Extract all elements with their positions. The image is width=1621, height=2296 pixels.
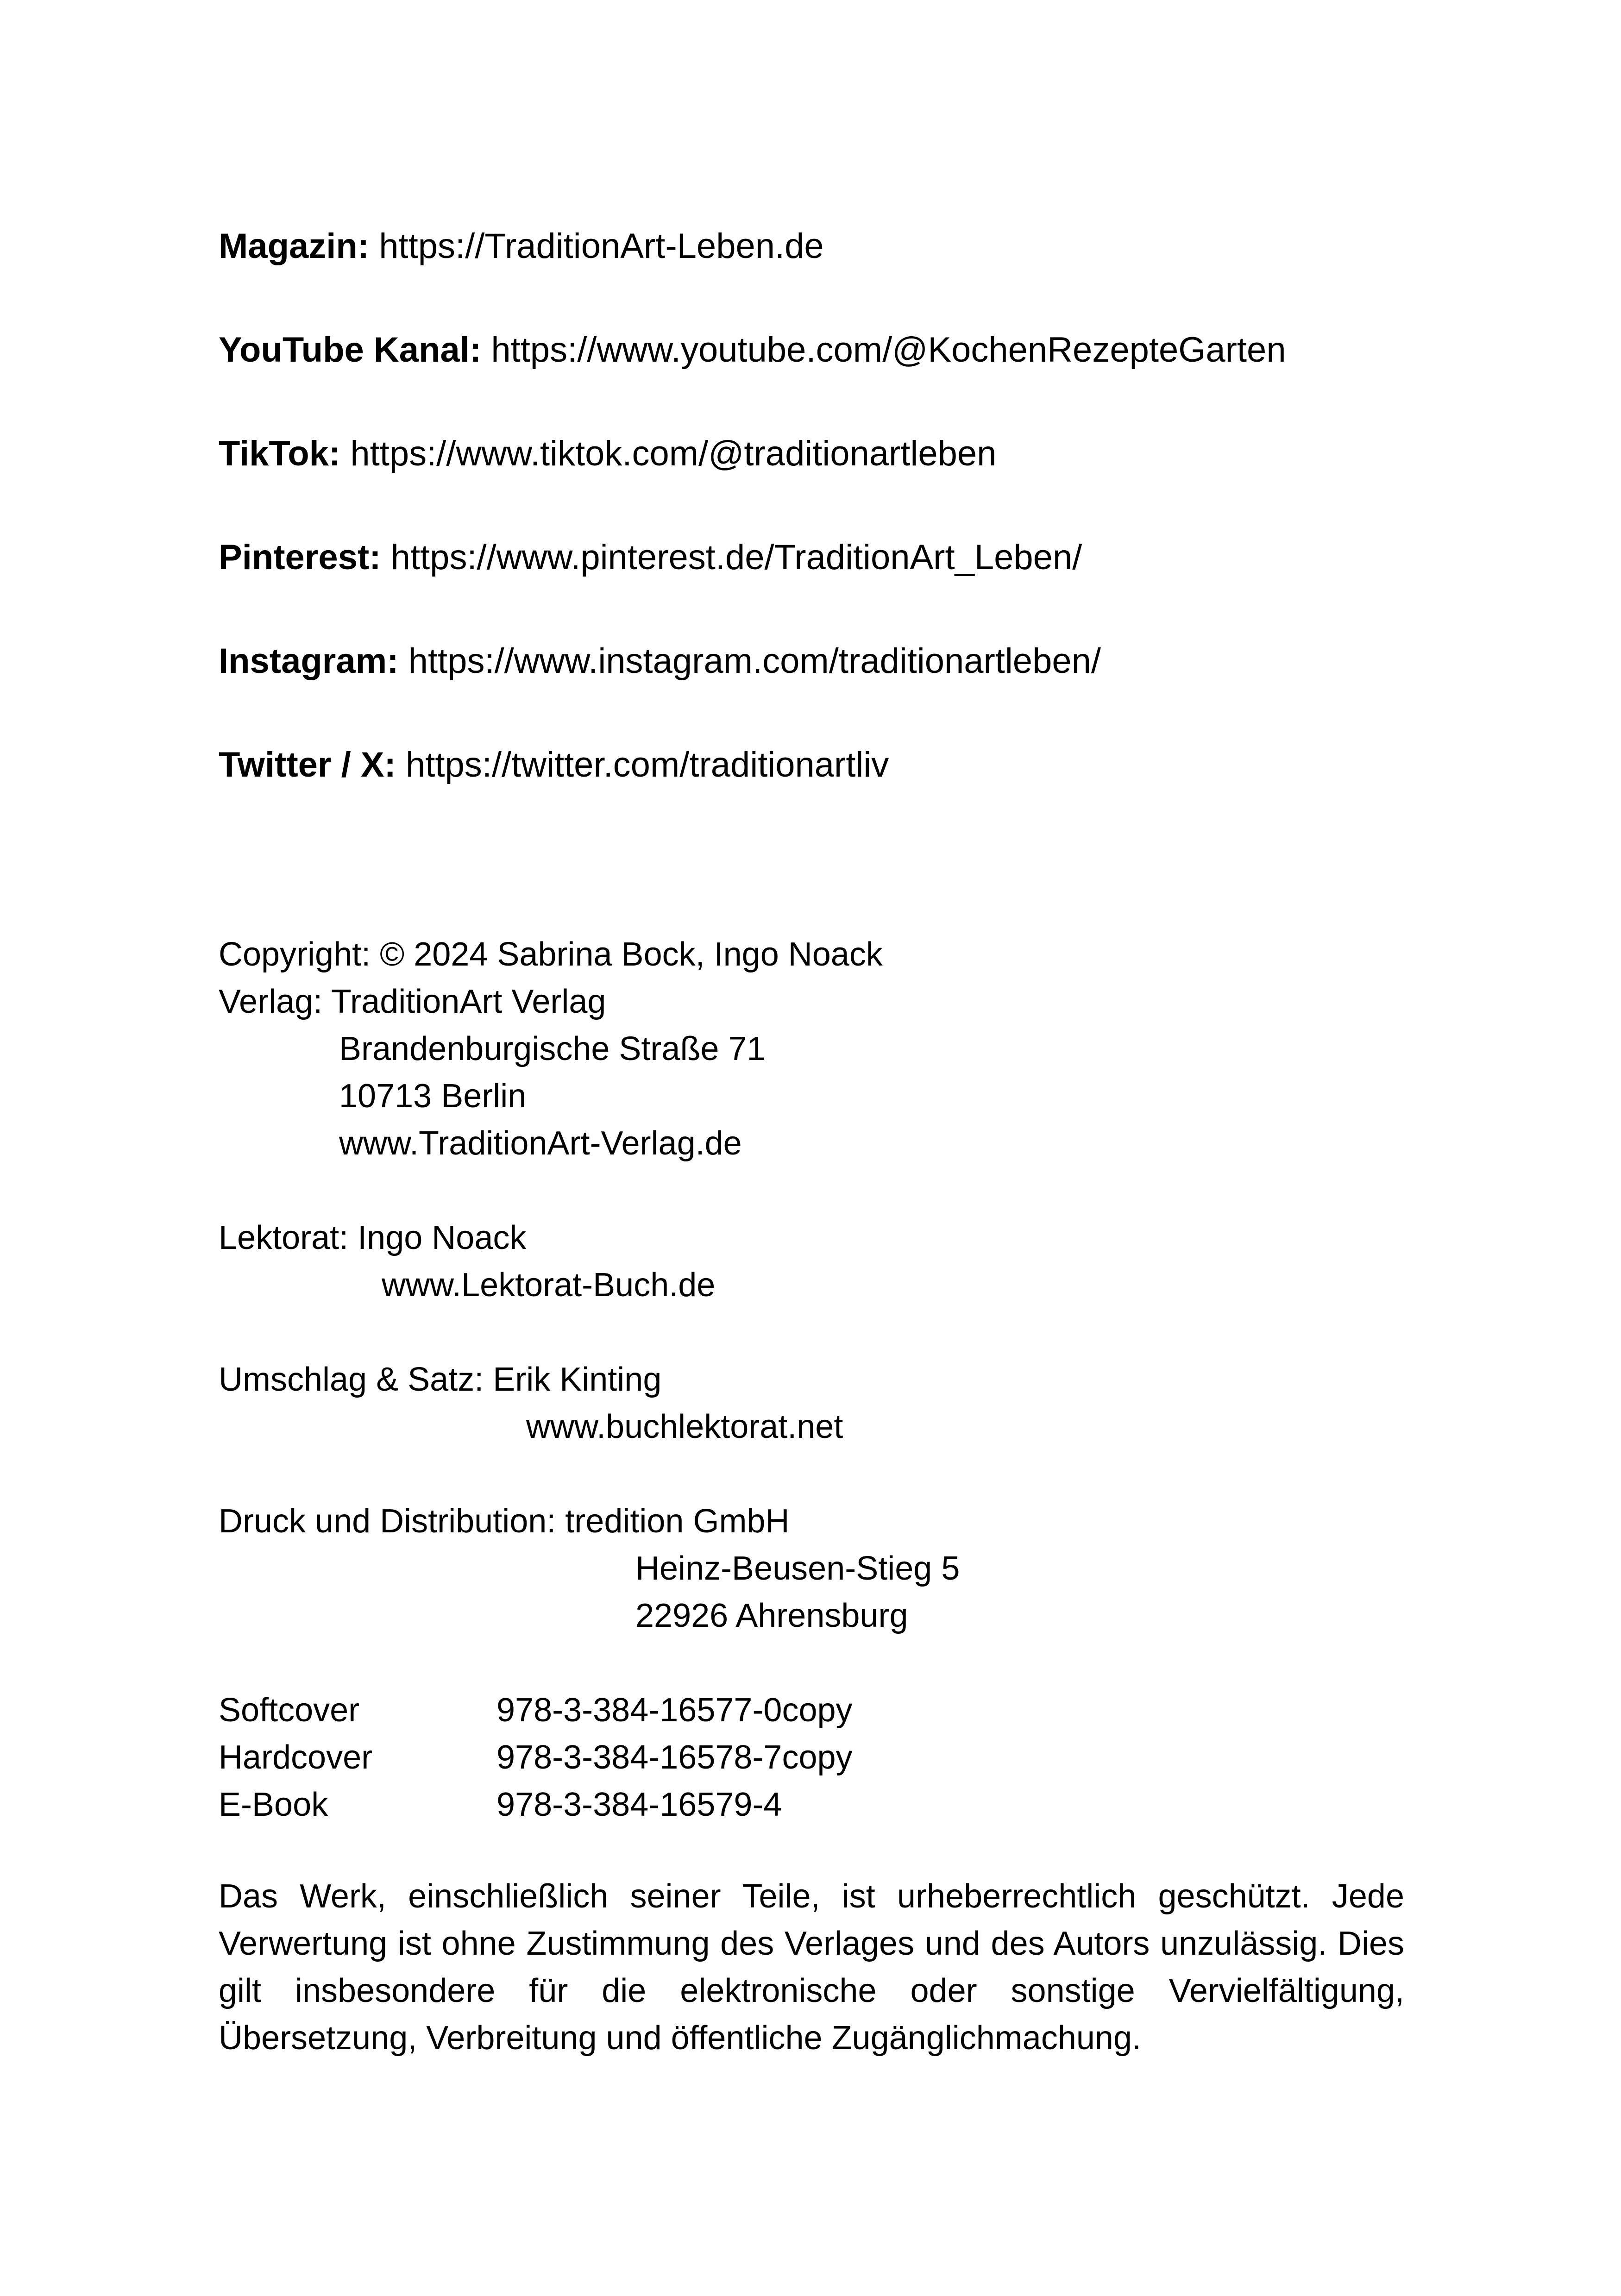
publisher-street: Brandenburgische Straße 71 [339, 1030, 766, 1067]
link-instagram [219, 638, 1101, 684]
cover-web-line [219, 1403, 883, 1450]
cover-line [219, 1356, 883, 1403]
link-url[interactable]: https://twitter.com/traditionartliv [405, 745, 889, 784]
isbn-format: Softcover [219, 1692, 360, 1729]
print-city: 22926 Ahrensburg [635, 1597, 908, 1634]
editing-line [219, 1214, 883, 1261]
link-url[interactable]: https://TraditionArt-Leben.de [379, 226, 824, 266]
spacer [219, 1450, 883, 1498]
link-label: TikTok: [219, 434, 341, 473]
editing-web[interactable]: www.Lektorat-Buch.de [382, 1267, 716, 1304]
link-twitter [219, 742, 889, 788]
link-label: Twitter / X: [219, 745, 396, 784]
publisher-city: 10713 Berlin [339, 1078, 527, 1115]
publisher-text: Verlag: TraditionArt Verlag [219, 983, 606, 1020]
spacer [219, 1309, 883, 1356]
publisher-street-line [219, 1025, 883, 1073]
print-line [219, 1498, 883, 1545]
link-magazin [219, 223, 824, 270]
link-tiktok [219, 431, 996, 477]
copyright-line [219, 931, 883, 978]
publisher-web-line [219, 1120, 883, 1167]
link-label: YouTube Kanal: [219, 330, 482, 370]
isbn-number: 978-3-384-16577-0copy [496, 1692, 853, 1729]
link-url[interactable]: https://www.instagram.com/traditionartleben/ [408, 641, 1101, 681]
link-label: Instagram: [219, 641, 399, 681]
editing-web-line [219, 1261, 883, 1309]
link-label: Pinterest: [219, 538, 381, 577]
spacer [219, 1167, 883, 1214]
copyright-notice: Das Werk, einschließlich seiner Teile, ist urheberrechtlich geschützt. Jede Verwertung ist ohne Zustimmung des Verlages und des Autors unzulässig. Dies gilt insbesondere für die elektronische oder sonstige Vervielfältigung, Übersetzung, Verbreitung und öffentliche Zugänglichmachung. [219, 1878, 1404, 2057]
link-pinterest [219, 534, 1082, 581]
print-text: Druck und Distribution: tredition GmbH [219, 1503, 790, 1540]
isbn-row [219, 1781, 883, 1828]
publisher-line [219, 978, 883, 1025]
imprint-block [219, 931, 960, 1828]
link-url[interactable]: https://www.youtube.com/@KochenRezepteGarten [491, 330, 1286, 370]
link-url[interactable]: https://www.pinterest.de/TraditionArt_Leben/ [390, 538, 1082, 577]
publisher-city-line [219, 1073, 883, 1120]
isbn-row [219, 1687, 883, 1734]
isbn-number: 978-3-384-16579-4 [496, 1786, 782, 1823]
spacer [219, 1639, 883, 1687]
print-city-line [219, 1592, 908, 1639]
print-street: Heinz-Beusen-Stieg 5 [635, 1550, 960, 1587]
link-label: Magazin: [219, 226, 370, 266]
cover-text: Umschlag & Satz: Erik Kinting [219, 1361, 662, 1398]
copyright-text: Copyright: © 2024 Sabrina Bock, Ingo Noack [219, 936, 883, 973]
link-url[interactable]: https://www.tiktok.com/@traditionartleben [350, 434, 997, 473]
publisher-web[interactable]: www.TraditionArt-Verlag.de [339, 1125, 742, 1162]
isbn-number: 978-3-384-16578-7copy [496, 1739, 853, 1776]
cover-web[interactable]: www.buchlektorat.net [526, 1408, 843, 1445]
isbn-format: E-Book [219, 1786, 328, 1823]
link-youtube [219, 327, 1286, 373]
isbn-row [219, 1734, 883, 1781]
editing-text: Lektorat: Ingo Noack [219, 1219, 527, 1256]
isbn-format: Hardcover [219, 1739, 373, 1776]
print-street-line [219, 1545, 960, 1592]
